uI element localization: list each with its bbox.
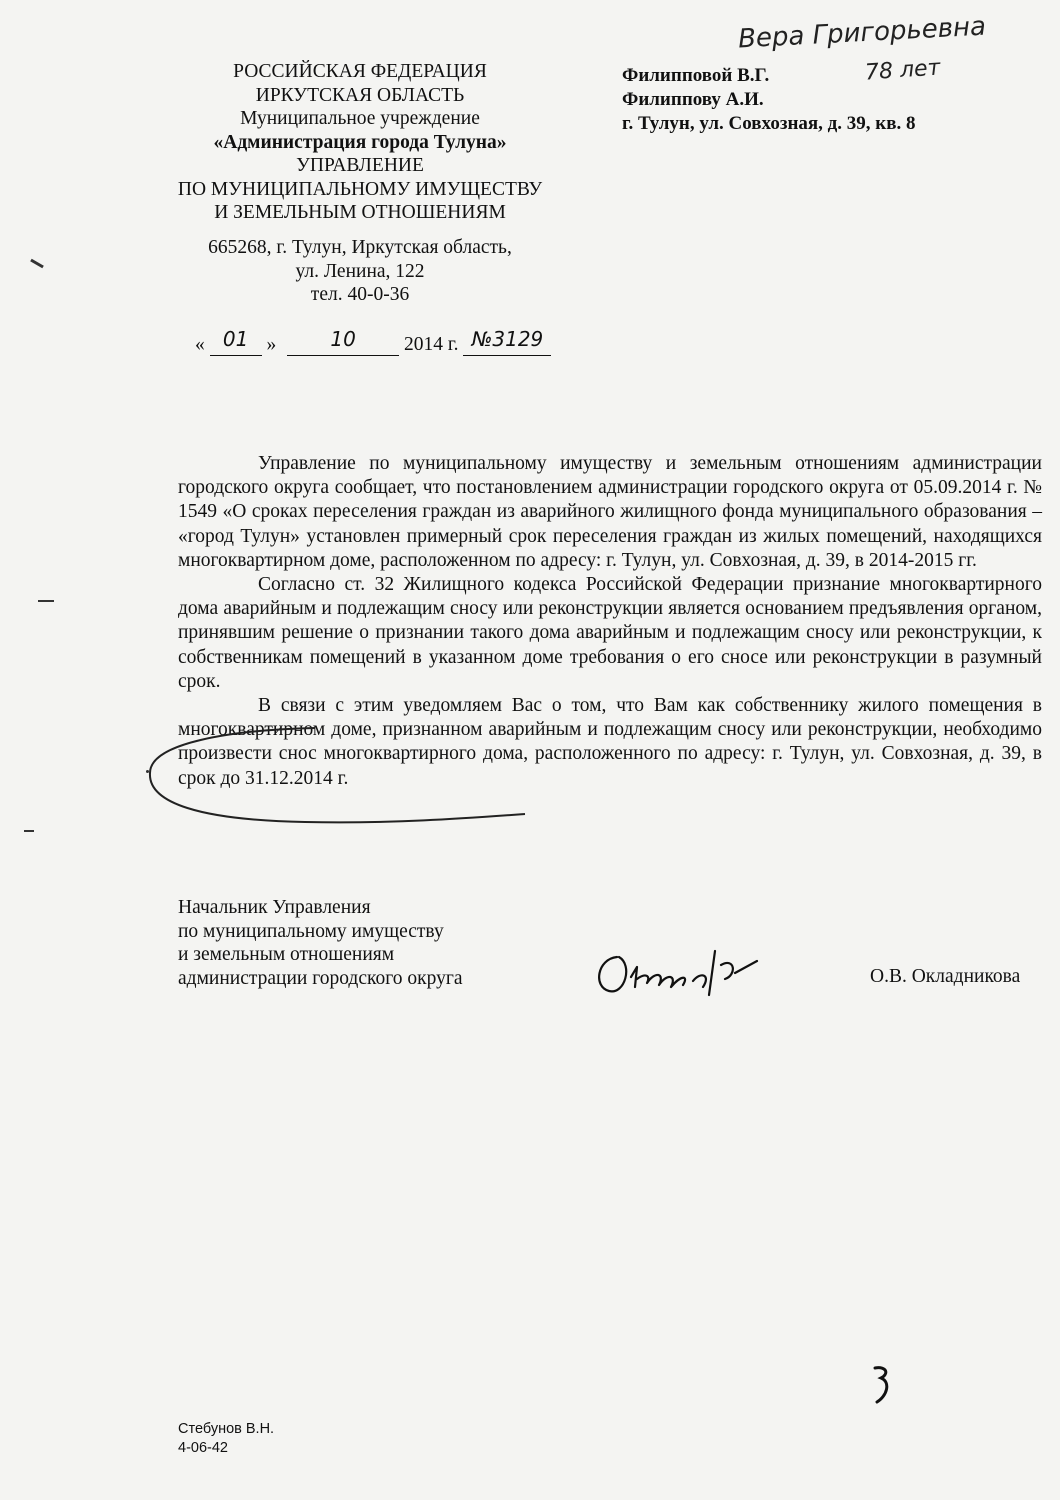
organization-address (180, 236, 540, 307)
body-paragraph-3: В связи с этим уведомляем Вас о том, что Вам как собственнику жилого помещения в многоквартирном доме, признанном аварийным и подлежащим сносу или реконструкции, необходимо произвести снос многоквартирного дома, расположенного по адресу: г. Тулун, ул. Совхозная, д. 39, в срок до 31.12.2014 г. (178, 695, 1042, 789)
address-line-street: ул. Ленина, 122 (295, 260, 425, 282)
recipient-address: г. Тулун, ул. Совхозная, д. 39, кв. 8 (622, 113, 916, 134)
org-line-department: УПРАВЛЕНИЕ (296, 155, 424, 176)
handwritten-signature (585, 935, 775, 1010)
org-line-department-2: ПО МУНИЦИПАЛЬНОМУ ИМУЩЕСТВУ (177, 178, 543, 200)
outgoing-number: №3129 (471, 327, 544, 351)
date-day: 01 (222, 327, 249, 351)
executor-block (178, 1420, 274, 1458)
date-month: 10 (330, 327, 356, 351)
address-line-phone: тел. 40-0-36 (310, 284, 410, 305)
handwritten-age: 78 лет (864, 55, 942, 86)
org-line-country: РОССИЙСКАЯ ФЕДЕРАЦИЯ (233, 61, 487, 82)
org-line-department-3: И ЗЕМЕЛЬНЫМ ОТНОШЕНИЯМ (214, 202, 506, 223)
signature-title-line-3: и земельным отношениям (178, 944, 395, 965)
scan-dot (146, 770, 149, 773)
handdrawn-circle-mark (140, 718, 560, 833)
org-line-region: ИРКУТСКАЯ ОБЛАСТЬ (255, 84, 465, 106)
signature-title (178, 896, 463, 990)
executor-phone: 4-06-42 (178, 1440, 228, 1456)
signature-title-line-1: Начальник Управления (178, 897, 371, 918)
scan-mark-3 (24, 830, 34, 832)
recipient-2: Филиппову А.И. (622, 89, 764, 110)
date-day-field (210, 327, 262, 356)
outgoing-number-field (463, 327, 551, 356)
signature-title-line-4: администрации городского округа (178, 967, 463, 989)
org-line-institution: Муниципальное учреждение (240, 108, 480, 129)
stray-pen-mark (865, 1360, 905, 1410)
body-paragraph-2: Согласно ст. 32 Жилищного кодекса Российской Федерации признание многоквартирного дома аварийным и подлежащим сносу или реконструкции является основанием предъявления органом, принявшим решение о признании такого дома аварийным и подлежащим сносу или реконструкции, к собственникам помещений в указанном доме требования о его сносе или реконструкции в разумный срок. (178, 574, 1042, 692)
organization-header (140, 60, 580, 225)
org-line-administration: «Администрация города Тулуна» (213, 131, 507, 153)
date-month-field (287, 327, 399, 356)
body-paragraph-1: Управление по муниципальному имуществу и земельным отношениям администрации городского округа сообщает, что постановлением администрации городского округа от 05.09.2014 г. № 1549 «О сроках переселения граждан из аварийного жилищного фонда муниципального образования – «город Тулун» установлен примерный срок переселения граждан из жилых помещений, находящихся многоквартирном доме, расположенном по адресу: г. Тулун, ул. Совхозная, д. 39, в 2014-2015 гг. (178, 453, 1042, 571)
date-close-quote: » (266, 334, 277, 355)
address-line-city: 665268, г. Тулун, Иркутская область, (208, 237, 512, 258)
signatory-name: О.В. Окладникова (870, 966, 1021, 987)
date-line (195, 327, 551, 356)
scan-mark-1 (30, 259, 44, 269)
date-open-quote: « (195, 334, 205, 355)
recipient-1: Филипповой В.Г. (622, 65, 770, 86)
executor-name: Стебунов В.Н. (178, 1421, 275, 1437)
handwritten-name: Вера Григорьевна (737, 11, 987, 55)
date-year: 2014 г. (404, 334, 459, 355)
signature-title-line-2: по муниципальному имуществу (178, 920, 444, 942)
scan-mark-2 (38, 600, 54, 602)
